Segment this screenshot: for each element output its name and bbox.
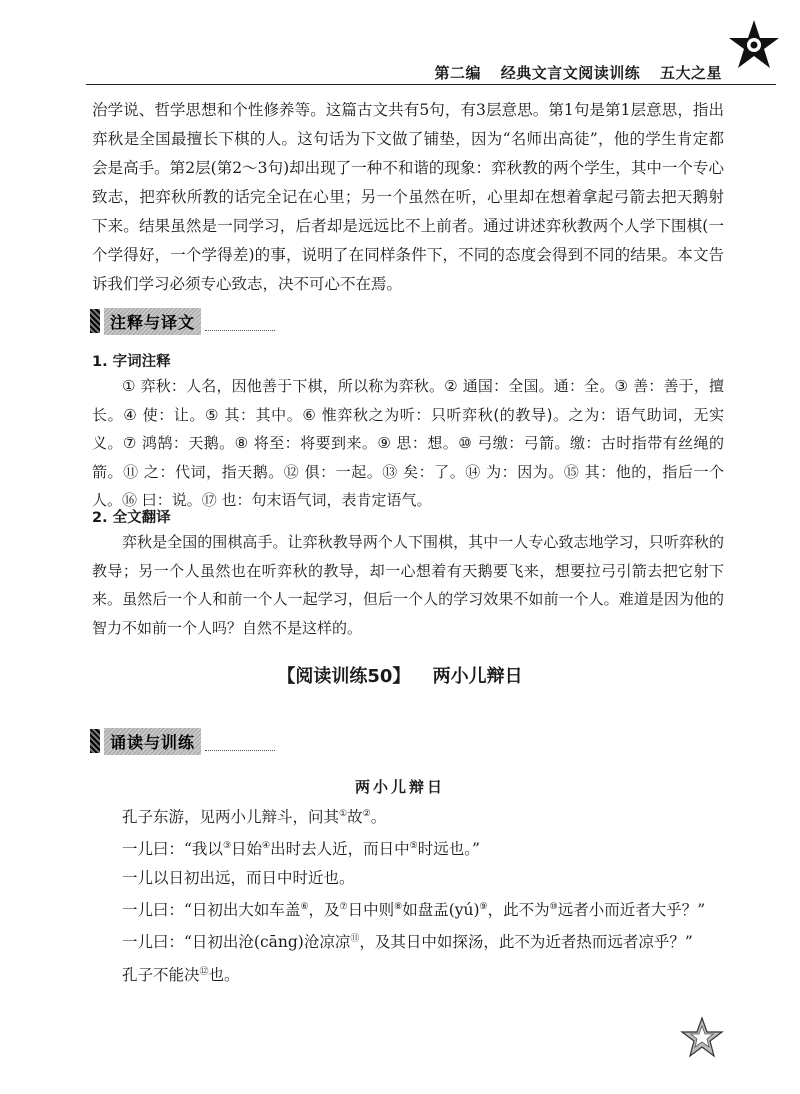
section-heading-reading — [90, 728, 275, 754]
word-notes: ① 弈秋：人名，因他善于下棋，所以称为弈秋。② 通国：全国。通：全。③ 善：善于，擅长。④ 使：让。⑤ 其：其中。⑥ 惟弈秋之为听：只听弈秋(的教导)。之为：语气助词，无实义。⑦ 鸿鹄：天鹅。⑧ 将至：将要到来。⑨ 思：想。⑩ 弓缴：弓箭。缴：古时指带有丝绳的箭。⑪ 之：代词，指天鹅。⑫ 俱：一起。⑬ 矣：了。⑭ 为：因为。⑮ 其：他的，指后一个人。⑯ 曰：说。⑰ 也：句末语气词，表肯定语气。 — [92, 377, 724, 509]
section-bar-icon — [90, 309, 100, 333]
subheading-word-notes: 1. 字词注释 — [92, 354, 171, 370]
passage-line: 一儿曰：“日初出大如车盖⑥，及⑦日中则⑧如盘盂(yú)⑨，此不为⑩远者小而近者大乎？” — [122, 901, 706, 920]
lesson-name: 两小儿辩日 — [432, 666, 523, 687]
section-heading-notes — [90, 308, 275, 334]
header-text — [420, 62, 722, 83]
section-rule — [205, 312, 275, 331]
star-logo-icon — [726, 18, 782, 74]
translation-paragraph: 弈秋是全国的围棋高手。让弈秋教导两个人下围棋，其中一人专心致志地学习，只听弈秋的教导；另一个人虽然也在听弈秋的教导，却一心想着有天鹅要飞来，想要拉弓引箭去把它射下来。虽然后一个人和前一个人一起学习，但后一个人的学习效果不如前一个人。难道是因为他的智力不如前一个人吗？自然不是这样的。 — [92, 533, 724, 637]
intro-paragraph: 治学说、哲学思想和个性修养等。这篇古文共有5句，有3层意思。第1句是第1层意思，指出弈秋是全国最擅长下棋的人。这句话为下文做了铺垫，因为“名师出高徒”，他的学生肯定都会是高手。第2层(第2～3句)却出现了一种不和谐的现象：弈秋教的两个学生，其中一个专心致志，把弈秋所教的话完全记在心里；另一个虽然在听，心里却在想着拿起弓箭去把天鹅射下来。结果虽然是一同学习，后者却是远远比不上前者。通过讲述弈秋教两个人学下围棋(一个学得好，一个学得差)的事，说明了在同样条件下，不同的态度会得到不同的结果。本文告诉我们学习必须专心致志，决不可心不在焉。 — [92, 101, 724, 293]
header-part: 第二编 — [434, 64, 481, 82]
passage-title: 两小儿辩日 — [354, 778, 445, 796]
header-book: 经典文言文阅读训练 — [500, 64, 641, 82]
section-bar-icon — [90, 729, 100, 753]
section-label: 注释与译文 — [104, 308, 201, 335]
running-header — [86, 62, 776, 85]
passage-text — [92, 800, 724, 990]
passage-line: 孔子不能决⑫也。 — [122, 965, 240, 984]
lesson-title — [0, 662, 800, 688]
subheading-translation: 2. 全文翻译 — [92, 510, 171, 526]
passage-line: 一儿以日初出远，而日中时近也。 — [122, 869, 355, 888]
page-star-icon — [680, 1016, 724, 1060]
header-brand: 五大之星 — [659, 64, 722, 82]
lesson-number: 【阅读训练50】 — [277, 666, 411, 687]
section-label: 诵读与训练 — [104, 728, 201, 755]
section-rule — [205, 732, 275, 751]
passage-line: 一儿曰：“日初出沧(cāng)沧凉凉⑪，及其日中如探汤，此不为近者热而远者凉乎？” — [122, 933, 693, 952]
passage-line: 孔子东游，见两小儿辩斗，问其①故②。 — [122, 808, 387, 827]
passage-line: 一儿曰：“我以③日始④出时去人近，而日中⑤时远也。” — [122, 840, 480, 859]
